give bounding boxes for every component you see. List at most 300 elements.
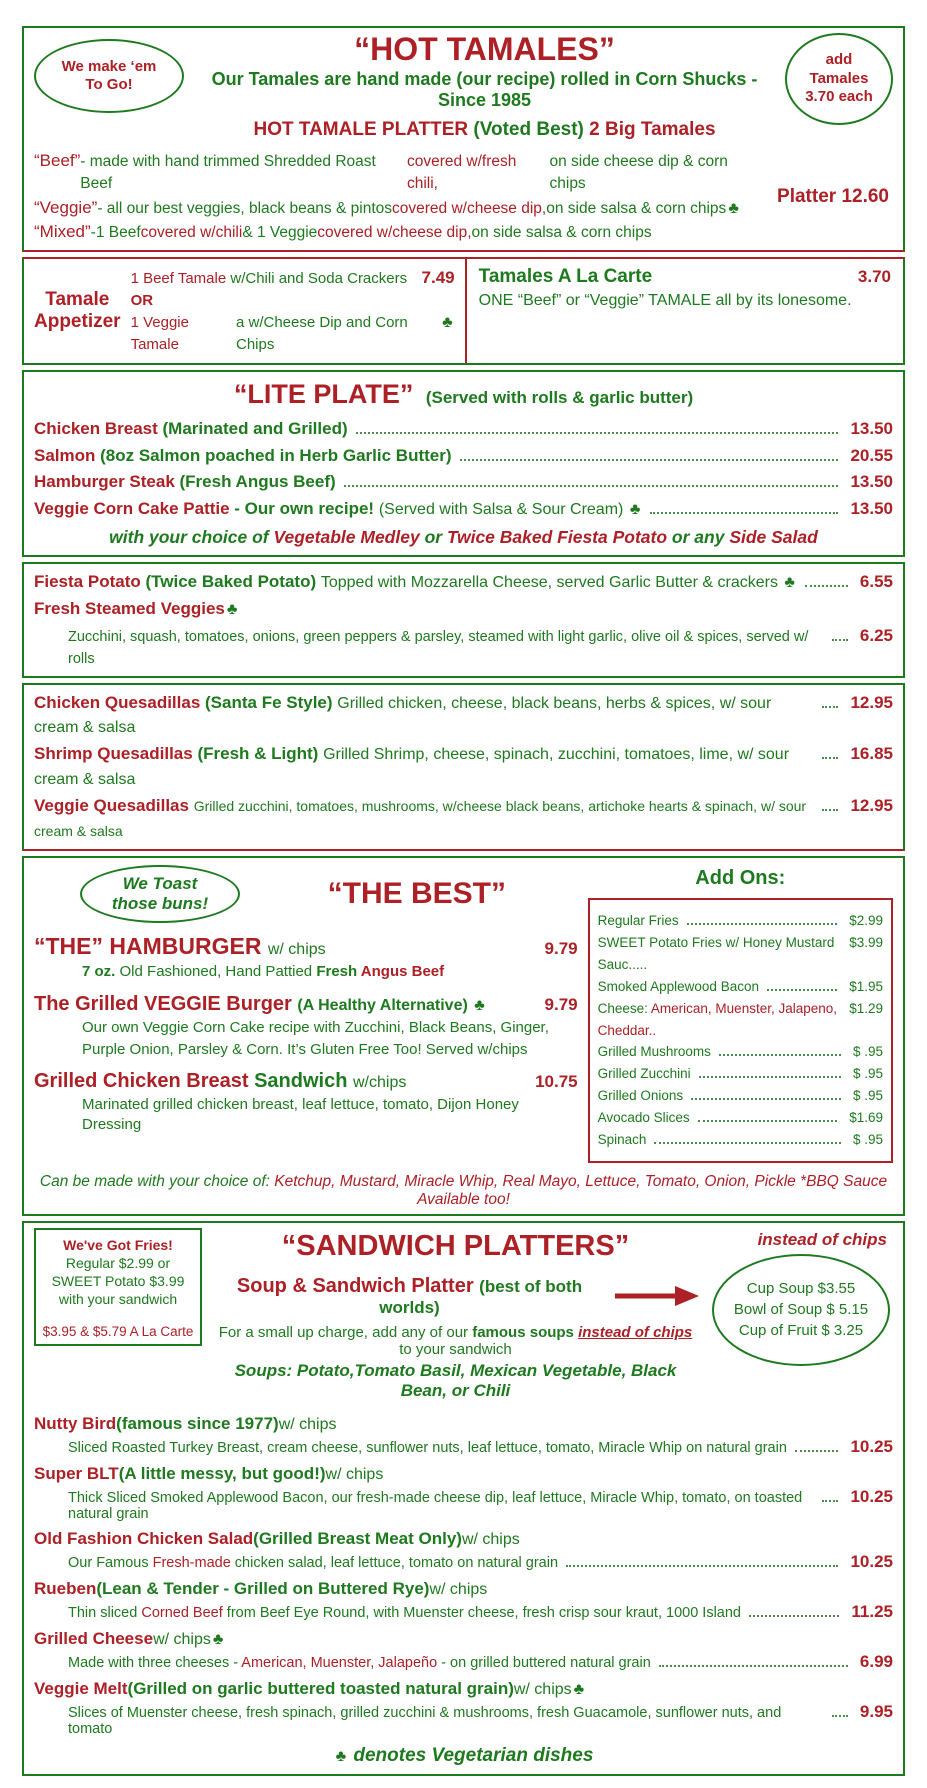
item-desc <box>68 626 824 671</box>
item-desc <box>34 962 578 982</box>
item-price: 10.25 <box>850 1551 893 1571</box>
text-segment: Angus Beef <box>360 963 445 981</box>
appetizer-line2 <box>131 311 455 356</box>
item-price: 3.70 <box>857 266 891 286</box>
dot-leader <box>805 585 848 587</box>
text-segment: (Lean & Tender - Grilled on Buttered Rye) <box>96 1578 430 1598</box>
dot-leader <box>699 1076 841 1078</box>
text-segment: Vegetable Medley <box>273 527 425 547</box>
platters-right <box>709 1228 893 1366</box>
add-on-row <box>598 1085 883 1107</box>
text-segment: w/ chips <box>278 1415 337 1433</box>
item-price: 10.25 <box>850 1436 893 1456</box>
text-segment: Soup & Sandwich Platter <box>236 1274 480 1297</box>
text-segment: Old Fashion Chicken Salad <box>34 1528 254 1548</box>
section-title: “SANDWICH PLATTERS” <box>281 1229 630 1262</box>
platter-headline <box>192 119 777 141</box>
text-segment: Shrimp Quesadillas <box>34 744 198 764</box>
text-segment: OR <box>130 291 154 309</box>
text-segment: - all our best veggies, black beans & pintos <box>97 199 392 217</box>
item-desc <box>68 1490 814 1522</box>
add-on-price: $1.95 <box>849 978 883 994</box>
item-desc <box>34 1040 578 1060</box>
dot-leader <box>822 1500 838 1502</box>
text-segment: Smoked Applewood Bacon <box>597 978 759 994</box>
text-segment: Soups: Potato,Tomato Basil, Mexican Vegetable, Black Bean, or Chili <box>234 1360 677 1400</box>
condiments-note <box>34 1173 893 1209</box>
text-segment: (Marinated and Grilled) <box>162 418 348 438</box>
text-segment: Side Salad <box>729 527 818 547</box>
tamale-appetizer-cell <box>24 259 465 363</box>
vegetarian-icon: ♣ <box>335 1747 347 1765</box>
text-segment: Twice Baked Fiesta Potato <box>446 527 672 547</box>
fries-line: Regular $2.99 or <box>65 1254 171 1271</box>
text-segment: Fiesta Potato <box>34 572 146 591</box>
text-segment: Veggie Quesadillas <box>34 795 194 815</box>
best-header <box>34 865 578 923</box>
text-segment: Cheese: <box>597 1000 651 1016</box>
menu-line-beef <box>34 149 765 196</box>
item-name <box>34 569 797 596</box>
soups-list <box>212 1361 699 1401</box>
text-segment: Chicken Quesadillas <box>34 692 206 712</box>
text-segment: Spinach <box>597 1131 647 1147</box>
soup-prices-oval <box>712 1254 890 1366</box>
text-segment: Zucchini, squash, tomatoes, onions, green peppers & parsley, steamed with light garlic, olive oil & spices, served w/ rolls <box>68 628 809 668</box>
text-segment: Super BLT <box>34 1463 119 1483</box>
hot-tamales-body <box>34 149 893 245</box>
text-segment: Hamburger Steak <box>34 472 180 492</box>
add-on-price: $ .95 <box>852 1088 883 1104</box>
text-segment: Grilled Chicken Breast <box>34 1070 255 1093</box>
dot-leader <box>749 1615 839 1617</box>
add-on-price: $ .95 <box>852 1044 883 1060</box>
add-on-row <box>598 1041 883 1063</box>
menu-item <box>34 1437 893 1457</box>
item-price: 9.79 <box>544 994 578 1014</box>
item-name <box>34 1576 893 1602</box>
item-desc <box>68 1555 558 1571</box>
menu-item <box>34 690 893 742</box>
text-segment: - <box>90 224 96 242</box>
instead-of-chips-label: instead of chips <box>757 1229 887 1249</box>
dot-leader <box>650 512 838 514</box>
badge-line: We make ‘em <box>61 58 157 75</box>
item-name <box>34 933 326 960</box>
text-segment: Corned Beef <box>141 1604 223 1621</box>
text-segment: Our own Veggie Corn Cake recipe with Zucchini, Black Beans, Ginger, <box>82 1018 549 1036</box>
add-on-price: $1.29 <box>849 1000 883 1016</box>
text-segment: w/ chips <box>429 1580 488 1598</box>
text-segment: or any <box>671 527 730 547</box>
dot-leader <box>654 1142 841 1144</box>
soup-sandwich-line <box>212 1275 699 1318</box>
text-segment: - on grilled buttered natural grain <box>437 1654 651 1671</box>
lite-plate-title <box>34 379 893 410</box>
menu-item <box>34 1487 893 1522</box>
item-price: 20.55 <box>850 445 893 465</box>
menu-line-veggie <box>34 196 765 221</box>
text-segment: 1 Beef <box>95 224 141 242</box>
text-segment: denotes Vegetarian dishes <box>348 1744 594 1766</box>
text-segment: covered w/chili <box>140 224 243 242</box>
text-segment: (Fresh & Light) <box>197 744 324 764</box>
lite-plate-footer <box>34 527 893 548</box>
fries-a-la-carte: $3.95 & $5.79 A La Carte <box>42 1323 194 1339</box>
add-on-label <box>598 998 842 1042</box>
item-price: 9.79 <box>544 939 578 959</box>
badge-line: add <box>825 50 853 68</box>
text-segment: Grilled Zucchini <box>597 1066 691 1082</box>
text-segment: 7 oz. <box>82 963 120 981</box>
item-price: 10.25 <box>850 1486 893 1506</box>
text-segment: Purple Onion, Parsley & Corn. It’s Gluten Free Too! Served w/chips <box>82 1040 528 1058</box>
text-segment: & 1 Veggie <box>242 224 318 242</box>
text-segment: Veggie Melt <box>34 1678 128 1698</box>
text-segment: Fresh-made <box>152 1554 231 1571</box>
item-price: 12.95 <box>850 692 893 712</box>
item-desc <box>34 1018 578 1038</box>
menu-item <box>34 741 893 793</box>
text-segment: Rueben <box>34 1578 97 1598</box>
text-segment: “Mixed” <box>34 222 91 242</box>
item-desc <box>68 1705 824 1737</box>
item-price: 6.99 <box>859 1651 893 1671</box>
text-segment: famous soups <box>472 1323 579 1341</box>
add-tamales-badge <box>785 33 893 125</box>
fries-title: We've Got Fries! <box>63 1236 173 1253</box>
text-segment: For a small up charge, add any of our <box>218 1323 473 1341</box>
dot-leader <box>822 809 838 811</box>
section-title: “HOT TAMALES” <box>354 31 615 67</box>
text-segment: instead of chips <box>578 1323 693 1341</box>
platters-center <box>212 1228 699 1401</box>
add-on-label <box>598 1063 691 1085</box>
we-make-em-badge <box>34 39 184 113</box>
menu-item-hamburger <box>34 933 578 982</box>
add-on-price: $ .95 <box>852 1131 883 1147</box>
section-appetizer <box>22 257 905 365</box>
item-name <box>34 993 487 1016</box>
item-price: 13.50 <box>850 472 893 492</box>
add-on-price: $2.99 <box>849 913 883 929</box>
text-segment: Grilled Onions <box>597 1088 684 1104</box>
text-segment: “Veggie” <box>34 197 98 217</box>
add-on-label <box>598 1107 690 1129</box>
hot-tamales-titles <box>192 33 777 141</box>
text-segment: chicken salad, leaf lettuce, tomato on natural grain <box>230 1554 559 1571</box>
soup-price-line: Cup Soup $3.55 <box>746 1280 856 1298</box>
dot-leader <box>832 1715 848 1717</box>
dot-leader <box>719 1054 841 1056</box>
vegetarian-icon: ♣ <box>474 996 485 1014</box>
soup-price-line: Bowl of Soup $ 5.15 <box>733 1301 869 1319</box>
text-segment: - Our own recipe! <box>234 499 379 519</box>
menu-item <box>34 1702 893 1737</box>
add-on-price: $3.99 <box>849 935 883 951</box>
text-segment: Sliced Roasted Turkey Breast, cream cheese, sunflower nuts, leaf lettuce, tomato, Miracle Whip on natural grain <box>68 1439 787 1456</box>
text-segment: to your sandwich <box>399 1340 512 1358</box>
vegetarian-legend <box>34 1745 893 1767</box>
we-toast-badge <box>80 865 240 923</box>
dot-leader <box>460 459 839 461</box>
dot-leader <box>687 923 838 925</box>
add-ons-box <box>588 898 893 1162</box>
item-price: 6.25 <box>859 625 893 645</box>
text-segment: Avocado Slices <box>597 1110 690 1126</box>
add-on-row <box>598 1107 883 1129</box>
vegetarian-icon: ♣ <box>629 501 641 519</box>
upcharge-line <box>212 1324 699 1358</box>
item-price: 12.95 <box>850 795 893 815</box>
item-name <box>34 1676 893 1702</box>
text-segment: SWEET Potato Fries w/ Honey Mustard Sauc..... <box>597 935 835 973</box>
text-segment: (A Healthy Alternative) <box>297 996 473 1014</box>
text-segment: Chicken Breast <box>34 418 163 438</box>
text-segment: (Santa Fe Style) <box>205 692 338 712</box>
text-segment: Can be made with your choice of: <box>39 1172 275 1190</box>
dot-leader <box>832 639 848 641</box>
item-price: 7.49 <box>421 267 455 287</box>
section-note: (Served with rolls & garlic butter) <box>425 387 694 407</box>
section-sandwich-platters <box>22 1221 905 1776</box>
add-on-row <box>598 976 883 998</box>
platter-price: Platter 12.60 <box>777 185 889 207</box>
badge-line: We Toast <box>122 873 198 893</box>
add-on-price: $1.69 <box>849 1110 883 1126</box>
item-name <box>34 596 893 623</box>
add-on-price: $ .95 <box>852 1066 883 1082</box>
item-price: 13.50 <box>850 418 893 438</box>
a-la-carte-cell <box>465 259 903 363</box>
text-segment: American, Muenster, Jalapeño <box>241 1654 438 1671</box>
text-segment: covered w/fresh chili, <box>406 152 517 193</box>
text-segment: (A little messy, but good!) <box>118 1463 326 1483</box>
text-segment: a w/Cheese Dip and Corn Chips <box>235 314 408 354</box>
dot-leader <box>795 1450 839 1452</box>
menu-item <box>34 1552 893 1572</box>
dot-leader <box>698 1120 838 1122</box>
add-on-row <box>598 910 883 932</box>
text-segment: w/ chips <box>461 1530 520 1548</box>
add-on-row <box>598 998 883 1042</box>
text-segment: (Twice Baked Potato) <box>145 572 321 591</box>
text-segment: Regular Fries <box>597 913 679 929</box>
dot-leader <box>767 989 837 991</box>
item-price: 13.50 <box>850 499 893 519</box>
section-subtitle: Our Tamales are hand made (our recipe) rolled in Corn Shucks - Since 1985 <box>211 68 758 110</box>
add-on-row <box>598 1063 883 1085</box>
text-segment: Sandwich <box>254 1070 353 1093</box>
soup-price-line: Cup of Fruit $ 3.25 <box>738 1322 864 1340</box>
item-name <box>34 469 336 496</box>
menu-item <box>34 416 893 443</box>
item-price: 6.55 <box>859 572 893 591</box>
item-name <box>34 496 642 523</box>
text-segment: w/Chili and Soda Crackers <box>230 269 408 287</box>
text-segment: Grilled chicken, cheese, black beans, herbs & spices, w/ sour cream & salsa <box>34 694 772 737</box>
dot-leader <box>691 1098 841 1100</box>
menu-item <box>34 443 893 470</box>
item-name <box>34 741 814 793</box>
menu-item <box>34 569 893 596</box>
text-segment: Thick Sliced Smoked Applewood Bacon, our fresh-made cheese dip, leaf lettuce, Miracle Whip, tomato, on toasted natural grain <box>68 1489 803 1522</box>
tamale-variants <box>34 149 765 245</box>
text-segment: (Voted Best) <box>473 118 584 140</box>
vegetarian-icon: ♣ <box>573 1680 585 1698</box>
text-segment: Thin sliced <box>68 1604 142 1621</box>
text-segment: Nutty Bird <box>34 1413 117 1433</box>
item-name <box>34 1526 893 1552</box>
text-segment: from Beef Eye Round, with Muenster cheese, fresh crisp sour kraut, 1000 Island <box>222 1604 741 1621</box>
section-quesadillas <box>22 683 905 852</box>
text-segment: or <box>424 527 447 547</box>
text-segment: (Grilled Breast Meat Only) <box>253 1528 462 1548</box>
text-segment: w/chips <box>352 1074 407 1092</box>
item-name <box>34 793 814 845</box>
text-segment: Fresh <box>316 963 361 981</box>
dot-leader <box>822 757 838 759</box>
vegetarian-icon: ♣ <box>784 574 795 591</box>
dot-leader <box>659 1665 848 1667</box>
add-on-label <box>598 1085 684 1107</box>
text-segment: Grilled Cheese <box>34 1628 154 1648</box>
text-segment: on side salsa & corn chips <box>546 199 727 217</box>
add-ons-title: Add Ons: <box>695 867 786 890</box>
text-segment: Topped with Mozzarella Cheese, served Garlic Butter & crackers <box>320 574 783 591</box>
soup-sandwich-label <box>212 1275 607 1318</box>
text-segment: HOT TAMALE PLATTER <box>253 118 474 140</box>
text-segment: (Served with Salsa & Sour Cream) <box>378 501 628 519</box>
badge-line: To Go! <box>85 76 133 93</box>
appetizer-label <box>34 289 121 333</box>
text-segment: covered w/cheese dip, <box>317 224 472 242</box>
text-segment: w/ chips <box>513 1680 572 1698</box>
text-segment: on side salsa & corn chips <box>471 224 652 242</box>
menu-item-chicken-sandwich <box>34 1070 578 1136</box>
text-segment: w/ chips <box>153 1630 211 1648</box>
text-segment: “Beef” <box>34 150 81 170</box>
menu-item <box>34 1602 893 1622</box>
text-segment: The Grilled VEGGIE Burger <box>34 992 298 1015</box>
menu-line-mixed <box>34 220 765 245</box>
text-segment: (8oz Salmon poached in Herb Garlic Butter) <box>100 445 452 465</box>
appetizer-line1 <box>131 268 414 312</box>
a-la-carte-desc: ONE “Beef” or “Veggie” TAMALE all by its lonesome. <box>478 291 852 309</box>
best-items-column <box>34 863 578 1137</box>
add-ons-column <box>578 863 893 1162</box>
item-name <box>34 443 452 470</box>
item-price: 16.85 <box>850 744 893 764</box>
add-on-label <box>598 932 842 976</box>
text-segment: (famous since 1977) <box>116 1413 279 1433</box>
text-segment: Marinated grilled chicken breast, leaf lettuce, tomato, Dijon Honey Dressing <box>82 1096 519 1134</box>
fries-line: SWEET Potato $3.99 <box>51 1273 185 1290</box>
text-segment: covered w/cheese dip, <box>392 199 547 217</box>
platter-items <box>34 1411 893 1737</box>
weve-got-fries-box <box>34 1228 202 1346</box>
vegetarian-icon: ♣ <box>728 199 739 217</box>
menu-item <box>34 1652 893 1672</box>
text-segment: Ketchup, Mustard, Miracle Whip, Real Mayo, Lettuce, Tomato, Onion, Pickle *BBQ Sauce Available too! <box>274 1172 888 1208</box>
badge-line: those buns! <box>111 894 209 914</box>
text-segment: Old Fashioned, Hand Pattied <box>119 963 317 981</box>
item-name <box>34 1411 893 1437</box>
text-segment: Slices of Muenster cheese, fresh spinach, grilled zucchini & mushrooms, fresh Guacamole, sunflower nuts, and tomato <box>68 1704 782 1737</box>
add-on-label <box>598 1129 647 1151</box>
menu-item <box>34 793 893 845</box>
text-segment: 1 Beef Tamale <box>130 269 231 287</box>
text-segment: with your choice of <box>109 527 274 547</box>
item-name <box>34 416 348 443</box>
vegetarian-icon: ♣ <box>226 600 238 618</box>
hot-tamales-header <box>34 33 893 141</box>
text-segment: w/ chips <box>325 1465 384 1483</box>
menu-item <box>34 496 893 523</box>
item-name <box>34 1626 893 1652</box>
badge-line: 3.70 each <box>805 88 873 106</box>
text-segment: (Fresh Angus Beef) <box>179 472 336 492</box>
label-line: Tamale <box>45 288 110 310</box>
item-desc <box>68 1440 787 1456</box>
section-hot-tamales <box>22 26 905 252</box>
add-on-row <box>598 1129 883 1151</box>
badge-line: Tamales <box>809 69 869 87</box>
text-segment: (best of both worlds) <box>379 1276 583 1317</box>
text-segment: Grilled Mushrooms <box>597 1044 711 1060</box>
text-segment: (Grilled on garlic buttered toasted natural grain) <box>127 1678 514 1698</box>
text-segment: 1 Veggie Tamale <box>130 314 189 354</box>
vegetarian-icon: ♣ <box>442 314 453 332</box>
section-title: “LITE PLATE” <box>233 378 414 409</box>
item-price: 11.25 <box>851 1601 893 1621</box>
item-name <box>34 1070 406 1093</box>
text-segment: w/ chips <box>267 941 326 959</box>
dot-leader <box>822 706 838 708</box>
text-segment: Fresh Steamed Veggies <box>34 598 225 618</box>
a-la-carte-title: Tamales A La Carte <box>478 265 653 287</box>
dot-leader <box>344 485 839 487</box>
label-line: Appetizer <box>34 310 121 332</box>
text-segment: Veggie Corn Cake Pattie <box>34 499 235 519</box>
text-segment: Made with three cheeses - <box>68 1654 242 1671</box>
section-fiesta <box>22 562 905 678</box>
add-on-label <box>598 1041 711 1063</box>
menu-item-veggie-burger <box>34 993 578 1061</box>
item-price: 10.75 <box>535 1072 578 1092</box>
menu-item <box>34 469 893 496</box>
text-segment: American, Muenster, Jalapeno, Cheddar.. <box>597 1000 838 1038</box>
add-on-label <box>598 976 759 998</box>
item-desc <box>34 1095 578 1136</box>
text-segment: on side cheese dip & corn chips <box>549 152 728 193</box>
add-on-label <box>598 910 679 932</box>
text-segment: Salmon <box>34 445 101 465</box>
item-desc <box>68 1655 651 1671</box>
section-title: “THE BEST” <box>327 877 506 911</box>
dot-leader <box>566 1565 838 1567</box>
text-segment: Grilled zucchini, tomatoes, mushrooms, w/cheese black beans, artichoke hearts & spinach, w/ sour cream & salsa <box>34 797 807 839</box>
text-segment: 2 Big Tamales <box>583 118 716 140</box>
appetizer-desc <box>131 266 455 356</box>
dot-leader <box>356 432 839 434</box>
vegetarian-icon: ♣ <box>212 1630 224 1648</box>
section-lite-plate <box>22 370 905 557</box>
text-segment: Grilled Shrimp, cheese, spinach, zucchini, tomatoes, lime, w/ sour cream & salsa <box>34 746 790 788</box>
arrow-right-icon <box>615 1286 699 1306</box>
add-on-row <box>598 932 883 976</box>
section-the-best <box>22 856 905 1215</box>
